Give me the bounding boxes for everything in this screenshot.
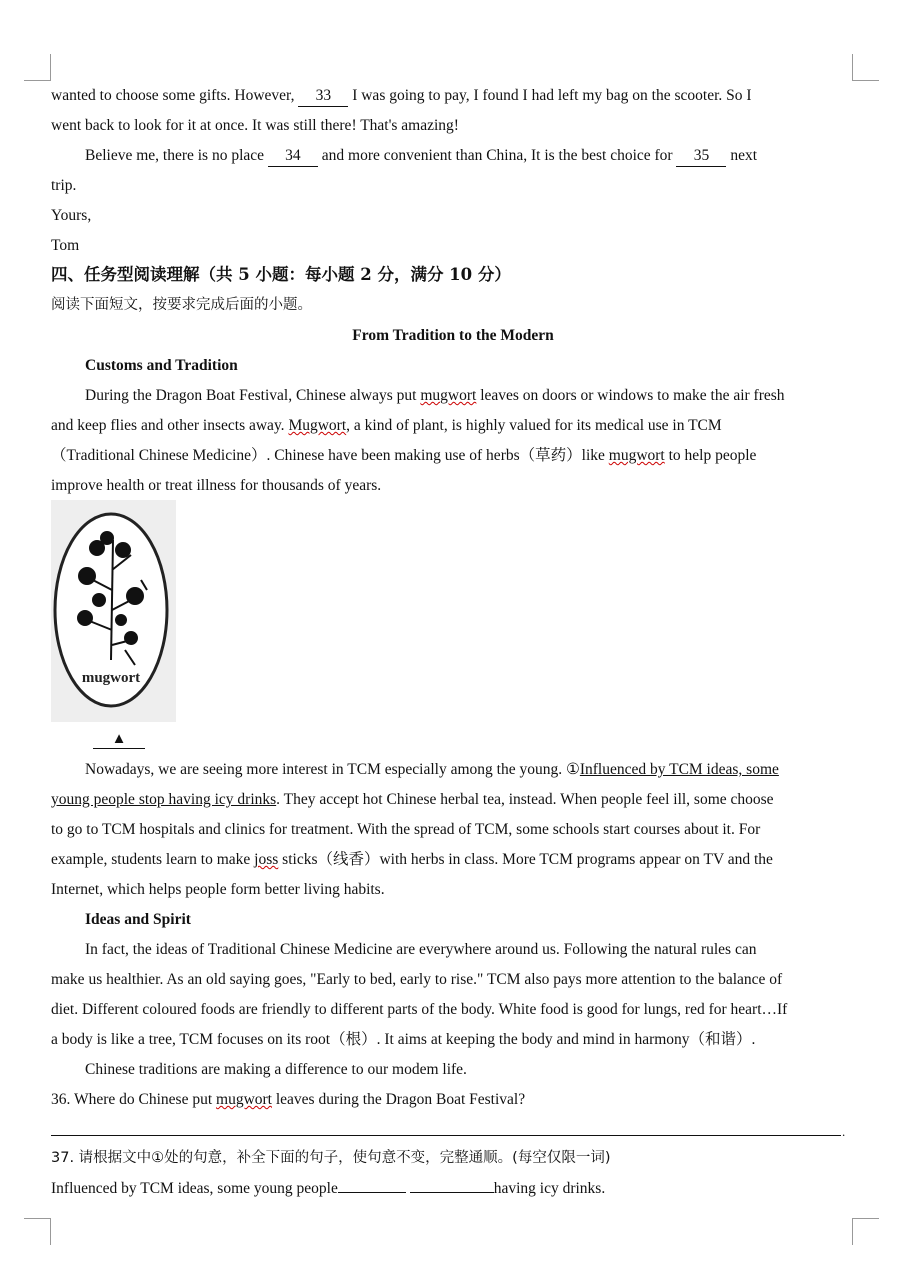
page-corner-mark (24, 1218, 51, 1245)
subheading-ideas: Ideas and Spirit (85, 911, 191, 928)
letter-signature: Tom (51, 237, 80, 254)
paragraph-line: make us healthier. As an old saying goes, "Early to bed, early to rise." TCM also pays more attention to the balance of (51, 971, 783, 988)
letter-closing: Yours, (51, 207, 92, 224)
paragraph-line: Internet, which helps people form better living habits. (51, 881, 385, 898)
question-36: 36. Where do Chinese put mugwort leaves during the Dragon Boat Festival? (51, 1091, 526, 1108)
answer-blank-2[interactable] (410, 1192, 494, 1193)
letter-line: Believe me, there is no place 34 and more convenient than China, It is the best choice for 35 next (85, 146, 757, 167)
letter-line: went back to look for it at once. It was still there! That's amazing! (51, 117, 459, 134)
letter-line: trip. (51, 177, 77, 194)
answer-line-end: . (842, 1124, 846, 1139)
blank-34: 34 (268, 146, 318, 167)
letter-line: wanted to choose some gifts. However, 33 I was going to pay, I found I had left my bag on the scooter. So I (51, 86, 752, 107)
paragraph-line: example, students learn to make joss sticks（线香）with herbs in class. More TCM programs appear on TV and the (51, 851, 773, 868)
blank-35: 35 (676, 146, 726, 167)
passage-title: From Tradition to the Modern (352, 327, 554, 344)
paragraph-line: a body is like a tree, TCM focuses on its root（根）. It aims at keeping the body and mind in harmony（和谐）. (51, 1031, 756, 1048)
subheading-customs: Customs and Tradition (85, 357, 238, 374)
page-corner-mark (852, 1218, 879, 1245)
paragraph-line: young people stop having icy drinks. They accept hot Chinese herbal tea, instead. When people feel ill, some choose (51, 791, 774, 808)
answer-line-36[interactable] (51, 1135, 841, 1136)
blank-33: 33 (298, 86, 348, 107)
paragraph-line: During the Dragon Boat Festival, Chinese always put mugwort leaves on doors or windows to make the air fresh (85, 387, 785, 404)
circled-marker: ① (565, 761, 580, 778)
mugwort-image (51, 500, 176, 722)
paragraph-line: Nowadays, we are seeing more interest in TCM especially among the young. ①Influenced by TCM ideas, some (85, 761, 779, 778)
page-corner-mark (24, 54, 51, 81)
page-corner-mark (852, 54, 879, 81)
section-heading: 四、任务型阅读理解（共 5 小题：每小题 2 分，满分 10 分） (51, 265, 511, 284)
paragraph-line: to go to TCM hospitals and clinics for treatment. With the spread of TCM, some schools start courses about it. For (51, 821, 761, 838)
paragraph-line: In fact, the ideas of Traditional Chinese Medicine are everywhere around us. Following the natural rules can (85, 941, 757, 958)
answer-blank-1[interactable] (338, 1192, 406, 1193)
paragraph-line: diet. Different coloured foods are friendly to different parts of the body. White food is good for lungs, red for heart…If (51, 1001, 788, 1018)
section-instruction: 阅读下面短文，按要求完成后面的小题。 (51, 297, 312, 313)
question-37: 37. 请根据文中①处的句意，补全下面的句子，使句意不变，完整通顺。(每空仅限一词) (51, 1150, 611, 1166)
paragraph-line: Chinese traditions are making a difference to our modem life. (85, 1061, 467, 1078)
paragraph-line: improve health or treat illness for thousands of years. (51, 477, 382, 494)
question-37-sentence: Influenced by TCM ideas, some young people having icy drinks. (51, 1180, 606, 1197)
paragraph-line: and keep flies and other insects away. Mugwort, a kind of plant, is highly valued for its medical use in TCM (51, 417, 722, 434)
image-caption: mugwort (81, 670, 141, 686)
paragraph-line: （Traditional Chinese Medicine）. Chinese have been making use of herbs（草药）like mugwort to help people (51, 447, 757, 464)
picture-marker: ▲ (93, 730, 145, 749)
